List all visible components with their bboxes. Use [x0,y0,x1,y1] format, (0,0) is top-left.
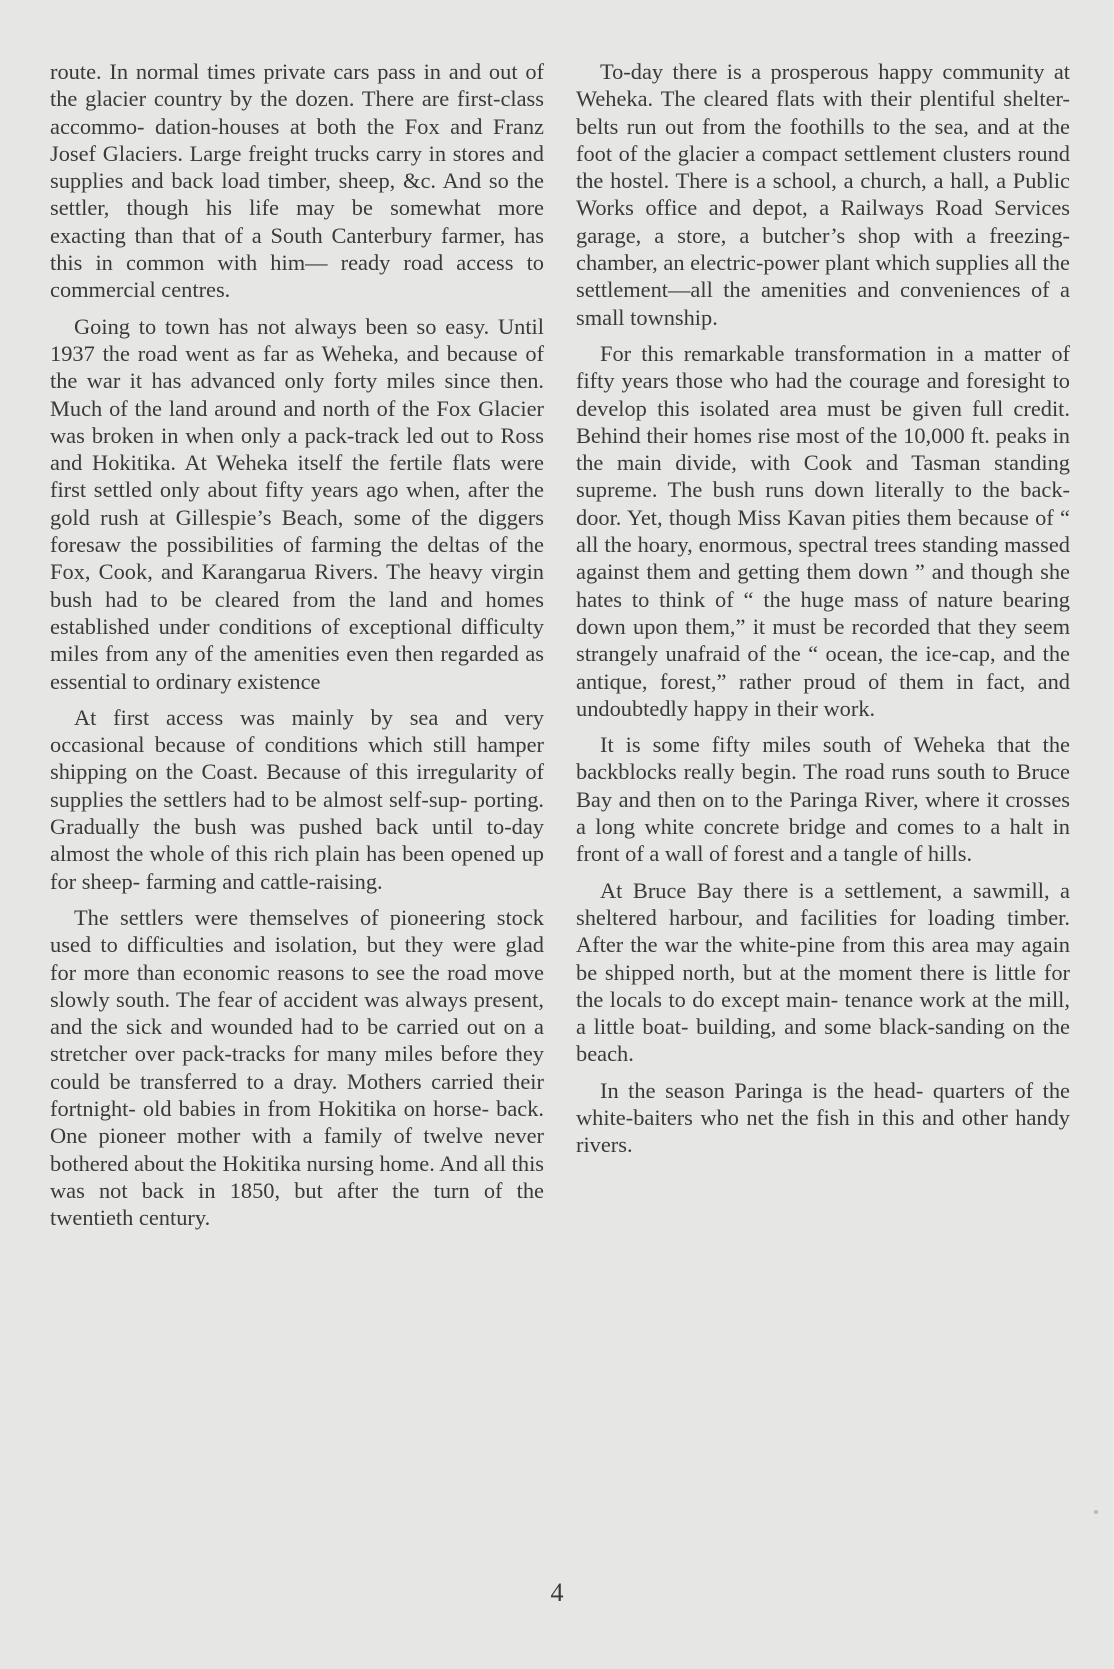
page-number: 4 [550,1578,564,1607]
paragraph: route. In normal times private cars pass in and out of the glacier country by the dozen. There are first-class accommo- dation-houses at both the Fox and Franz Josef Glaciers. Large freight trucks carry in stores and supplies and back load timber, sheep, &c. And so the settler, though his life may be somewhat more exacting than that of a South Canterbury farmer, has this in common with him— ready road access to commercial centres. [50,59,544,303]
paragraph: Going to town has not always been so easy. Until 1937 the road went as far as Weheka, and because of the war it has advanced only forty miles since then. Much of the land around and north of the Fox Glacier was broken in when only a pack-track led out to Ross and Hokitika. At Weheka itself the fertile flats were first settled only about fifty years ago when, after the gold rush at Gillespie’s Beach, some of the diggers foresaw the possibilities of farming the deltas of the Fox, Cook, and Karangarua Rivers. The heavy virgin bush had to be cleared from the land and homes established under conditions of exceptional difficulty miles from any of the amenities even then regarded as essential to ordinary existence [50,313,544,694]
left-column [50,58,544,1240]
paragraph: The settlers were themselves of pioneering stock used to difficulties and isolation, but they were glad for more than economic reasons to see the road move slowly south. The fear of accident was always present, and the sick and wounded had to be carried out on a stretcher over pack-tracks for many miles before they could be transferred to a dray. Mothers carried their fortnight- old babies in from Hokitika on horse- back. One pioneer mother with a family of twelve never bothered about the Hokitika nursing home. And all this was not back in 1850, but after the turn of the twentieth century. [50,904,544,1231]
paragraph: At Bruce Bay there is a settlement, a sawmill, a sheltered harbour, and facilities for loading timber. After the war the white-pine from this area may again be shipped north, but at the moment there is little for the locals to do except main- tenance work at the mill, a little boat- building, and some black-sanding on the beach. [576,877,1070,1067]
paragraph: For this remarkable transformation in a matter of fifty years those who had the courage and foresight to develop this isolated area must be given full credit. Behind their homes rise most of the 10,000 ft. peaks in the main divide, with Cook and Tasman standing supreme. The bush runs down literally to the back-door. Yet, though Miss Kavan pities them because of “ all the hoary, enormous, spectral trees standing massed against them and getting them down ” and though she hates to think of “ the huge mass of nature bearing down upon them,” it must be recorded that they seem strangely unafraid of the “ ocean, the ice-cap, and the antique, forest,” rather proud of them in fact, and undoubtedly happy in their work. [576,340,1070,721]
paragraph: In the season Paringa is the head- quarters of the white-baiters who net the fish in this and other handy rivers. [576,1077,1070,1158]
paragraph: It is some fifty miles south of Weheka that the backblocks really begin. The road runs south to Bruce Bay and then on to the Paringa River, where it crosses a long white concrete bridge and comes to a halt in front of a wall of forest and a tangle of hills. [576,732,1070,867]
paragraph: At first access was mainly by sea and very occasional because of conditions which still hamper shipping on the Coast. Because of this irregularity of supplies the settlers had to be almost self-sup- porting. Gradually the bush was pushed back until to-day almost the whole of this rich plain has been opened up for sheep- farming and cattle-raising. [50,704,544,894]
paragraph: To-day there is a prosperous happy community at Weheka. The cleared flats with their plentiful shelter-belts run out from the foothills to the sea, and at the foot of the glacier a compact settlement clusters round the hostel. There is a school, a church, a hall, a Public Works office and depot, a Railways Road Services garage, a store, a butcher’s shop with a freezing-chamber, an electric-power plant which supplies all the settlement—all the amenities and conveniences of a small township. [576,59,1070,330]
paper-speck [1094,1510,1098,1514]
right-column [576,58,1070,1168]
